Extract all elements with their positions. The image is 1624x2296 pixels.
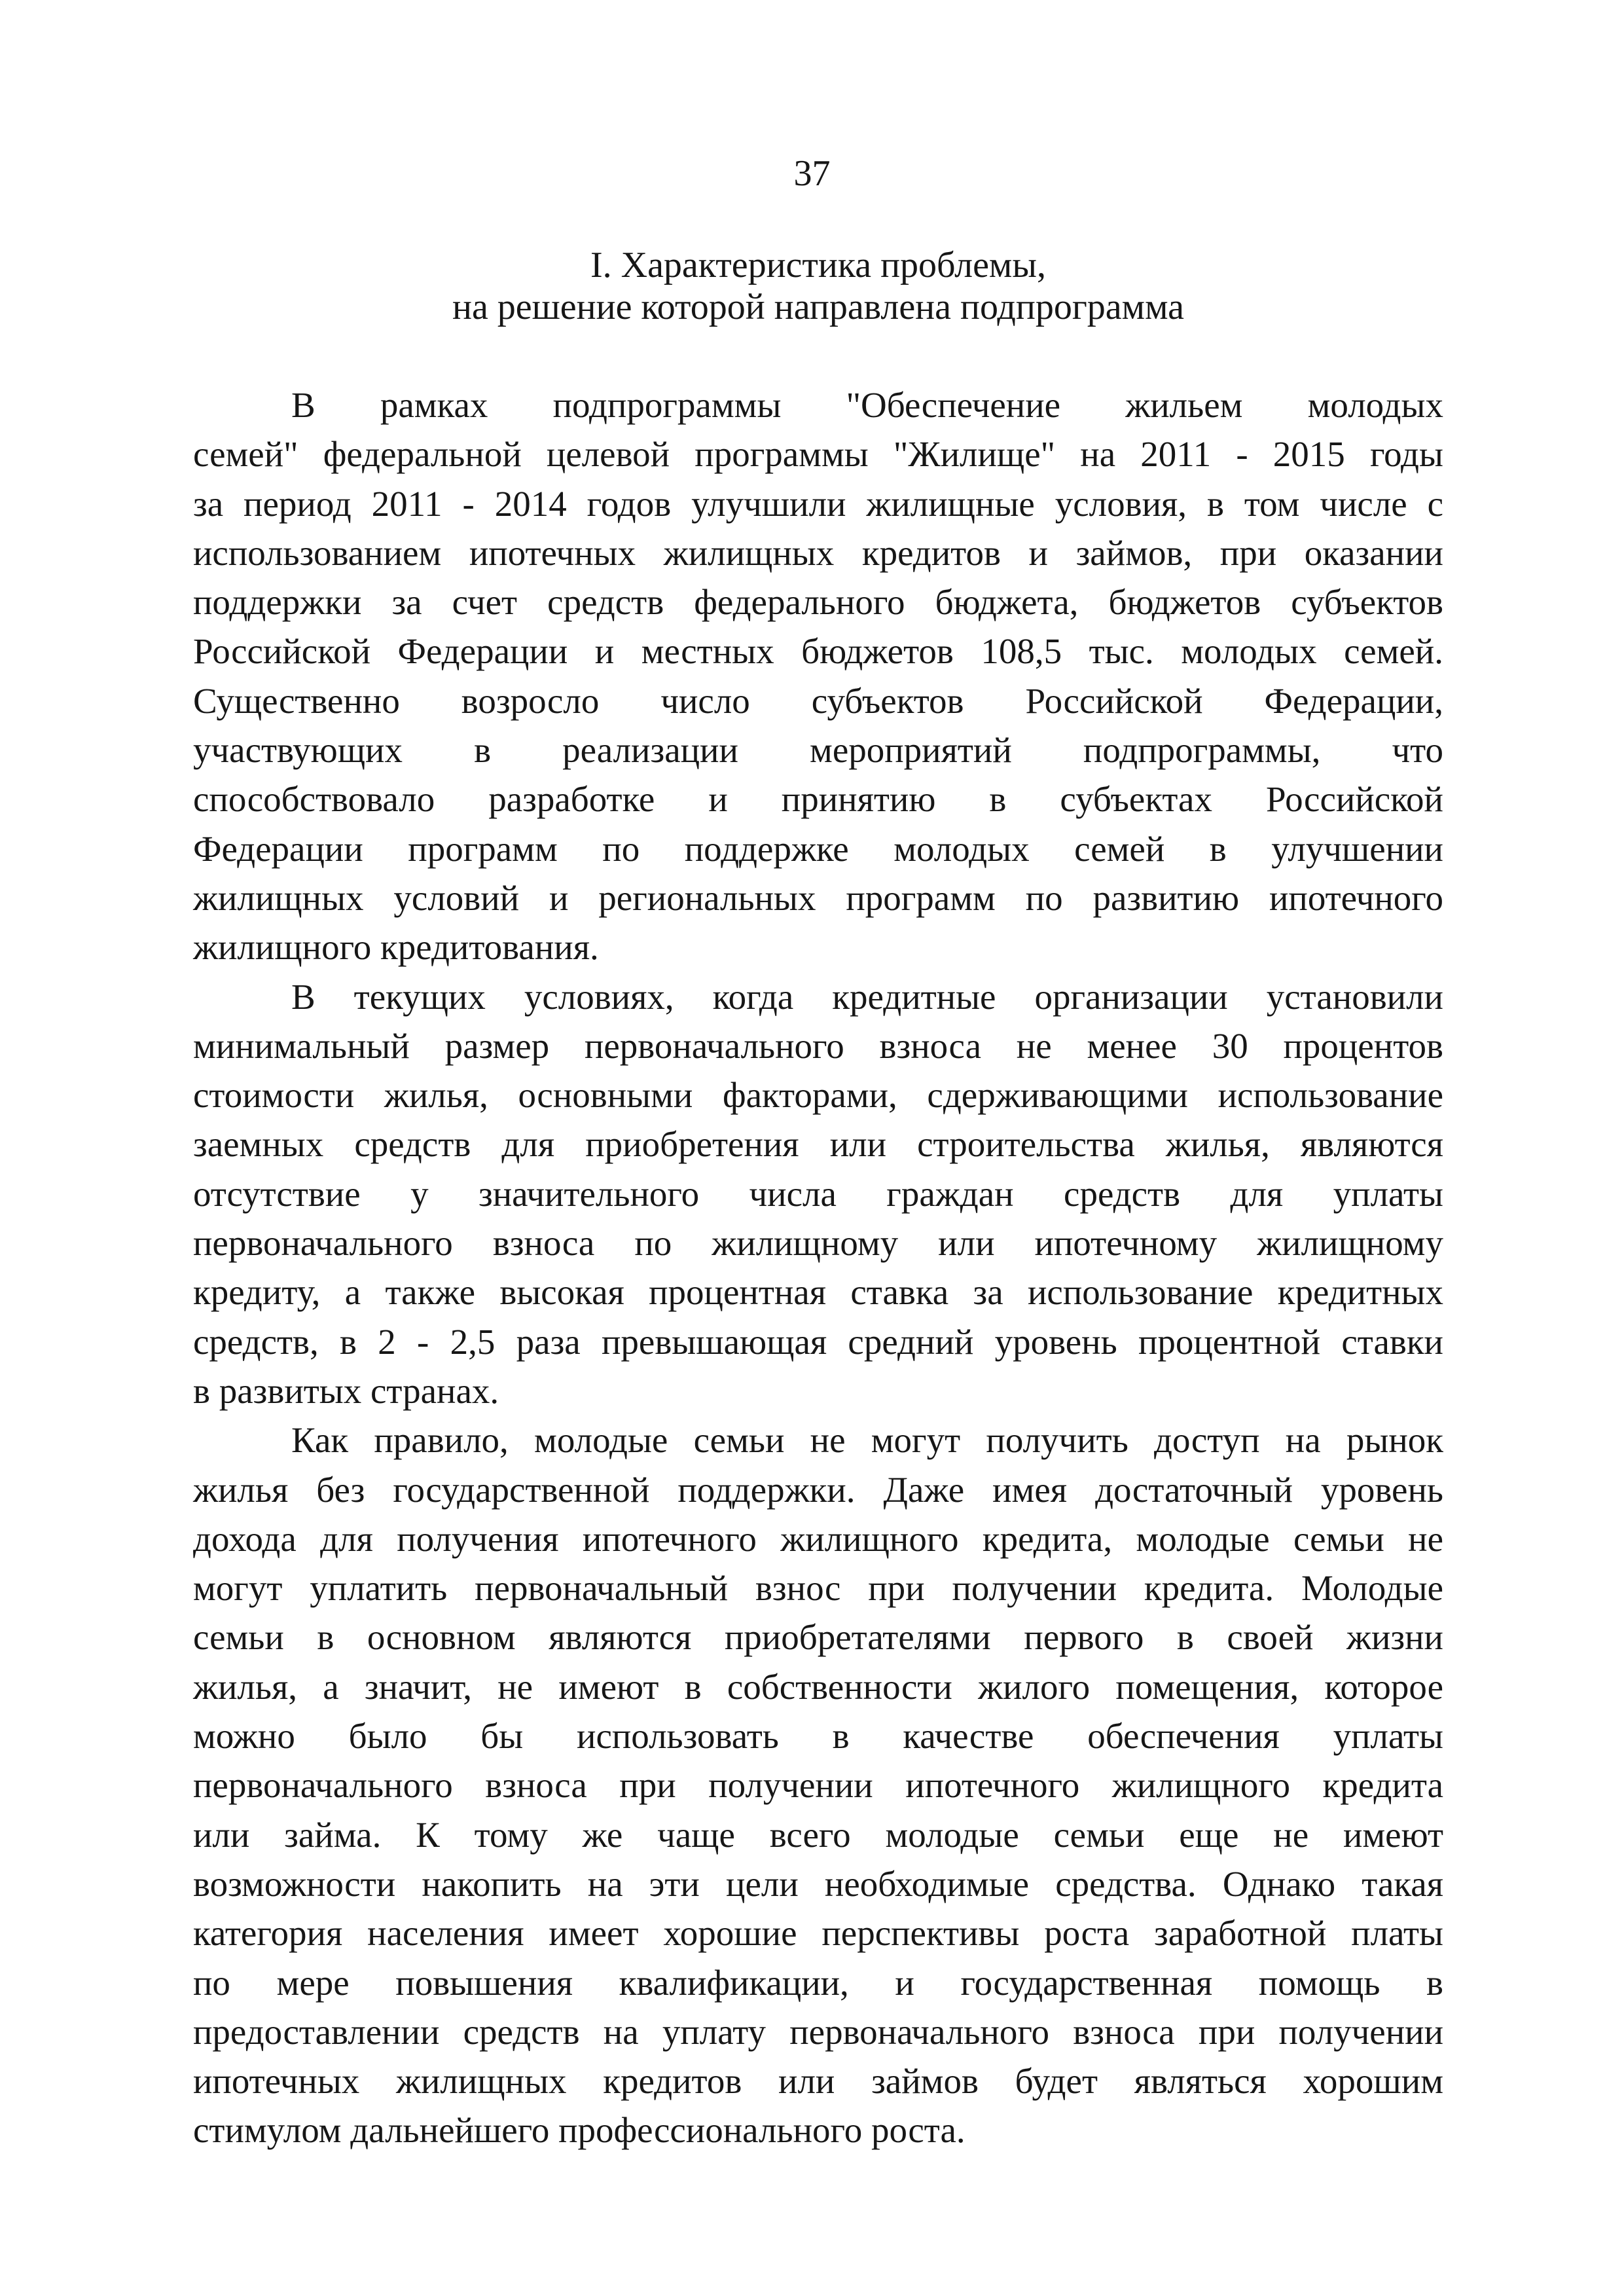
paragraph bbox=[193, 972, 1443, 1416]
paragraph-line: стимулом дальнейшего профессионального роста. bbox=[193, 2110, 965, 2151]
paragraph-line: жилищного кредитования. bbox=[193, 927, 599, 968]
paragraph-line: В рамках подпрограммы "Обеспечение жильем молодых bbox=[291, 385, 1443, 425]
paragraph-line: жилищных условий и региональных программ по развитию ипотечного bbox=[193, 877, 1443, 918]
paragraph-line: возможности накопить на эти цели необходимые средства. Однако такая bbox=[193, 1863, 1443, 1904]
paragraph-line: отсутствие у значительного числа граждан средств для уплаты bbox=[193, 1173, 1443, 1214]
paragraph-line: ипотечных жилищных кредитов или займов будет являться хорошим bbox=[193, 2061, 1443, 2102]
paragraph-line: дохода для получения ипотечного жилищного кредита, молодые семьи не bbox=[193, 1518, 1443, 1559]
paragraph-line: первоначального взноса по жилищному или ипотечному жилищному bbox=[193, 1223, 1443, 1264]
paragraph-line: участвующих в реализации мероприятий подпрограммы, что bbox=[193, 730, 1443, 771]
paragraph-line: Как правило, молодые семьи не могут получить доступ на рынок bbox=[291, 1420, 1443, 1461]
page-number: 37 bbox=[793, 153, 831, 194]
paragraph-line: заемных средств для приобретения или строительства жилья, являются bbox=[193, 1124, 1443, 1165]
paragraph-line: Существенно возросло число субъектов Российской Федерации, bbox=[193, 680, 1443, 721]
paragraph-line: за период 2011 - 2014 годов улучшили жилищные условия, в том числе с bbox=[193, 483, 1443, 524]
paragraph-line: В текущих условиях, когда кредитные организации установили bbox=[291, 976, 1443, 1017]
paragraph-line: способствовало разработке и принятию в субъектах Российской bbox=[193, 779, 1443, 820]
paragraph bbox=[193, 1415, 1443, 2155]
paragraph-line: семей" федеральной целевой программы "Жилище" на 2011 - 2015 годы bbox=[193, 434, 1443, 475]
paragraph-line: средств, в 2 - 2,5 раза превышающая средний уровень процентной ставки bbox=[193, 1321, 1443, 1362]
paragraph-line: можно было бы использовать в качестве обеспечения уплаты bbox=[193, 1716, 1443, 1757]
paragraph-line: минимальный размер первоначального взноса не менее 30 процентов bbox=[193, 1025, 1443, 1066]
body-text bbox=[193, 380, 1443, 2155]
heading-line-2: на решение которой направлена подпрограмма bbox=[452, 287, 1184, 327]
paragraph-line: использованием ипотечных жилищных кредитов и займов, при оказании bbox=[193, 532, 1443, 573]
paragraph-line: категория населения имеет хорошие перспективы роста заработной платы bbox=[193, 1913, 1443, 1954]
paragraph-line: семьи в основном являются приобретателями первого в своей жизни bbox=[193, 1617, 1443, 1658]
paragraph-line: стоимости жилья, основными факторами, сдерживающими использование bbox=[193, 1075, 1443, 1116]
paragraph-line: в развитых странах. bbox=[193, 1370, 499, 1411]
paragraph bbox=[193, 380, 1443, 972]
paragraph-line: жилья без государственной поддержки. Даже имея достаточный уровень bbox=[193, 1469, 1443, 1510]
paragraph-line: или займа. К тому же чаще всего молодые семьи еще не имеют bbox=[193, 1814, 1443, 1855]
paragraph-line: по мере повышения квалификации, и государственная помощь в bbox=[193, 1962, 1443, 2003]
paragraph-line: поддержки за счет средств федерального бюджета, бюджетов субъектов bbox=[193, 582, 1443, 623]
paragraph-line: Российской Федерации и местных бюджетов 108,5 тыс. молодых семей. bbox=[193, 631, 1443, 672]
paragraph-line: кредиту, а также высокая процентная ставка за использование кредитных bbox=[193, 1272, 1443, 1313]
paragraph-line: предоставлении средств на уплату первоначального взноса при получении bbox=[193, 2011, 1443, 2052]
paragraph-line: Федерации программ по поддержке молодых семей в улучшении bbox=[193, 828, 1443, 869]
section-heading bbox=[193, 244, 1443, 328]
heading-line-1: I. Характеристика проблемы, bbox=[590, 245, 1046, 285]
paragraph-line: могут уплатить первоначальный взнос при получении кредита. Молодые bbox=[193, 1568, 1443, 1609]
paragraph-line: первоначального взноса при получении ипотечного жилищного кредита bbox=[193, 1765, 1443, 1806]
paragraph-line: жилья, а значит, не имеют в собственности жилого помещения, которое bbox=[193, 1666, 1443, 1707]
